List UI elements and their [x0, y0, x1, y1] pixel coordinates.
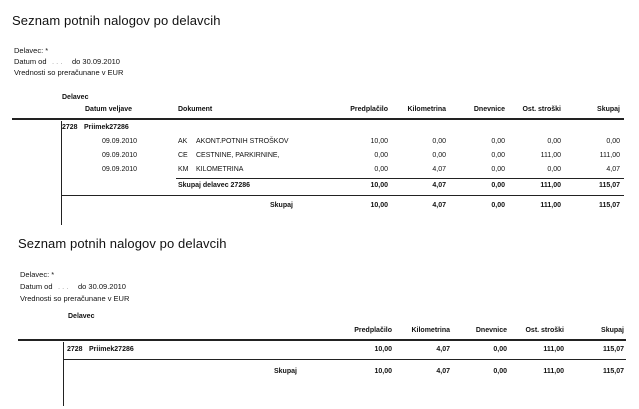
row-date: 09.09.2010 [102, 138, 138, 145]
header-other: Ost. stroški [525, 327, 564, 334]
worker-prepaid: 10,00 [374, 346, 392, 353]
row-prepaid: 0,00 [374, 166, 388, 173]
subtotal-total: 115,07 [598, 182, 620, 189]
header-km: Kilometrina [407, 106, 446, 113]
subtotal-other: 111,00 [540, 182, 561, 189]
row-total: 4,07 [606, 166, 620, 173]
grand-total-km: 4,07 [432, 202, 446, 209]
grand-total-other: 111,00 [543, 368, 564, 375]
row-other: 0,00 [547, 138, 561, 145]
header-daily: Dnevnice [473, 106, 505, 113]
currency-note: Vrednosti so preračunane v EUR [14, 68, 124, 77]
row-desc: CESTNINE, PARKIRNINE, [196, 152, 280, 159]
row-other: 0,00 [547, 166, 561, 173]
worker-id: 2728 [67, 346, 83, 353]
worker-total: 115,07 [602, 346, 624, 353]
row-km: 4,07 [432, 166, 446, 173]
date-to-label: do 30.09.2010 [72, 57, 120, 66]
worker-filter: Delavec: * [20, 270, 55, 279]
worker-filter: Delavec: * [14, 46, 49, 55]
row-date: 09.09.2010 [102, 152, 138, 159]
worker-name: Priimek27286 [89, 346, 134, 353]
header-other: Ost. stroški [522, 106, 561, 113]
subtotal-label: Skupaj delavec 27286 [178, 182, 250, 189]
date-from-value: . . . [58, 282, 69, 291]
row-other: 111,00 [540, 152, 561, 159]
row-desc: AKONT.POTNIH STROŠKOV [196, 138, 289, 145]
grand-total-label: Skupaj [274, 368, 297, 375]
currency-note: Vrednosti so preračunane v EUR [20, 294, 130, 303]
row-code: KM [178, 166, 189, 173]
row-total: 0,00 [606, 138, 620, 145]
grand-total-other: 111,00 [540, 202, 561, 209]
row-km: 0,00 [432, 138, 446, 145]
row-prepaid: 10,00 [370, 138, 388, 145]
header-divider [12, 118, 624, 120]
subtotal-daily: 0,00 [491, 182, 505, 189]
row-prepaid: 0,00 [374, 152, 388, 159]
group-indent-line [63, 342, 64, 406]
subtotal-prepaid: 10,00 [370, 182, 388, 189]
grand-total-prepaid: 10,00 [370, 202, 388, 209]
group-end-divider [61, 195, 624, 196]
date-from-label: Datum od [14, 57, 47, 66]
date-to-label: do 30.09.2010 [78, 282, 126, 291]
header-km: Kilometrina [411, 327, 450, 334]
date-from-value: . . . [52, 57, 63, 66]
grand-total-label: Skupaj [270, 202, 293, 209]
grand-total-daily: 0,00 [493, 368, 507, 375]
header-prepaid: Predplačilo [354, 327, 392, 334]
row-km: 0,00 [432, 152, 446, 159]
worker-id: 2728 [62, 124, 78, 131]
worker-km: 4,07 [436, 346, 450, 353]
row-total: 111,00 [599, 152, 620, 159]
report-title: Seznam potnih nalogov po delavcih [12, 13, 221, 28]
subtotal-divider [176, 178, 624, 179]
date-from-label: Datum od [20, 282, 53, 291]
grand-total-total: 115,07 [602, 368, 624, 375]
header-divider [18, 339, 626, 341]
header-document: Dokument [178, 106, 213, 113]
header-daily: Dnevnice [475, 327, 507, 334]
header-total: Skupaj [601, 327, 624, 334]
report-title: Seznam potnih nalogov po delavcih [18, 236, 227, 251]
row-daily: 0,00 [491, 152, 505, 159]
grand-total-total: 115,07 [598, 202, 620, 209]
row-date: 09.09.2010 [102, 166, 138, 173]
worker-other: 111,00 [543, 346, 564, 353]
worker-name: Priimek27286 [84, 124, 129, 131]
row-daily: 0,00 [491, 138, 505, 145]
header-worker: Delavec [62, 94, 89, 101]
grand-total-prepaid: 10,00 [374, 368, 392, 375]
worker-daily: 0,00 [493, 346, 507, 353]
header-prepaid: Predplačilo [350, 106, 388, 113]
row-desc: KILOMETRINA [196, 166, 244, 173]
header-total: Skupaj [597, 106, 620, 113]
group-indent-line [61, 121, 62, 225]
grand-total-daily: 0,00 [491, 202, 505, 209]
subtotal-km: 4,07 [432, 182, 446, 189]
row-code: AK [178, 138, 188, 145]
header-date: Datum veljave [85, 106, 133, 113]
grand-total-km: 4,07 [436, 368, 450, 375]
row-code: CE [178, 152, 188, 159]
header-worker: Delavec [68, 313, 95, 320]
row-daily: 0,00 [491, 166, 505, 173]
group-end-divider [63, 359, 626, 360]
